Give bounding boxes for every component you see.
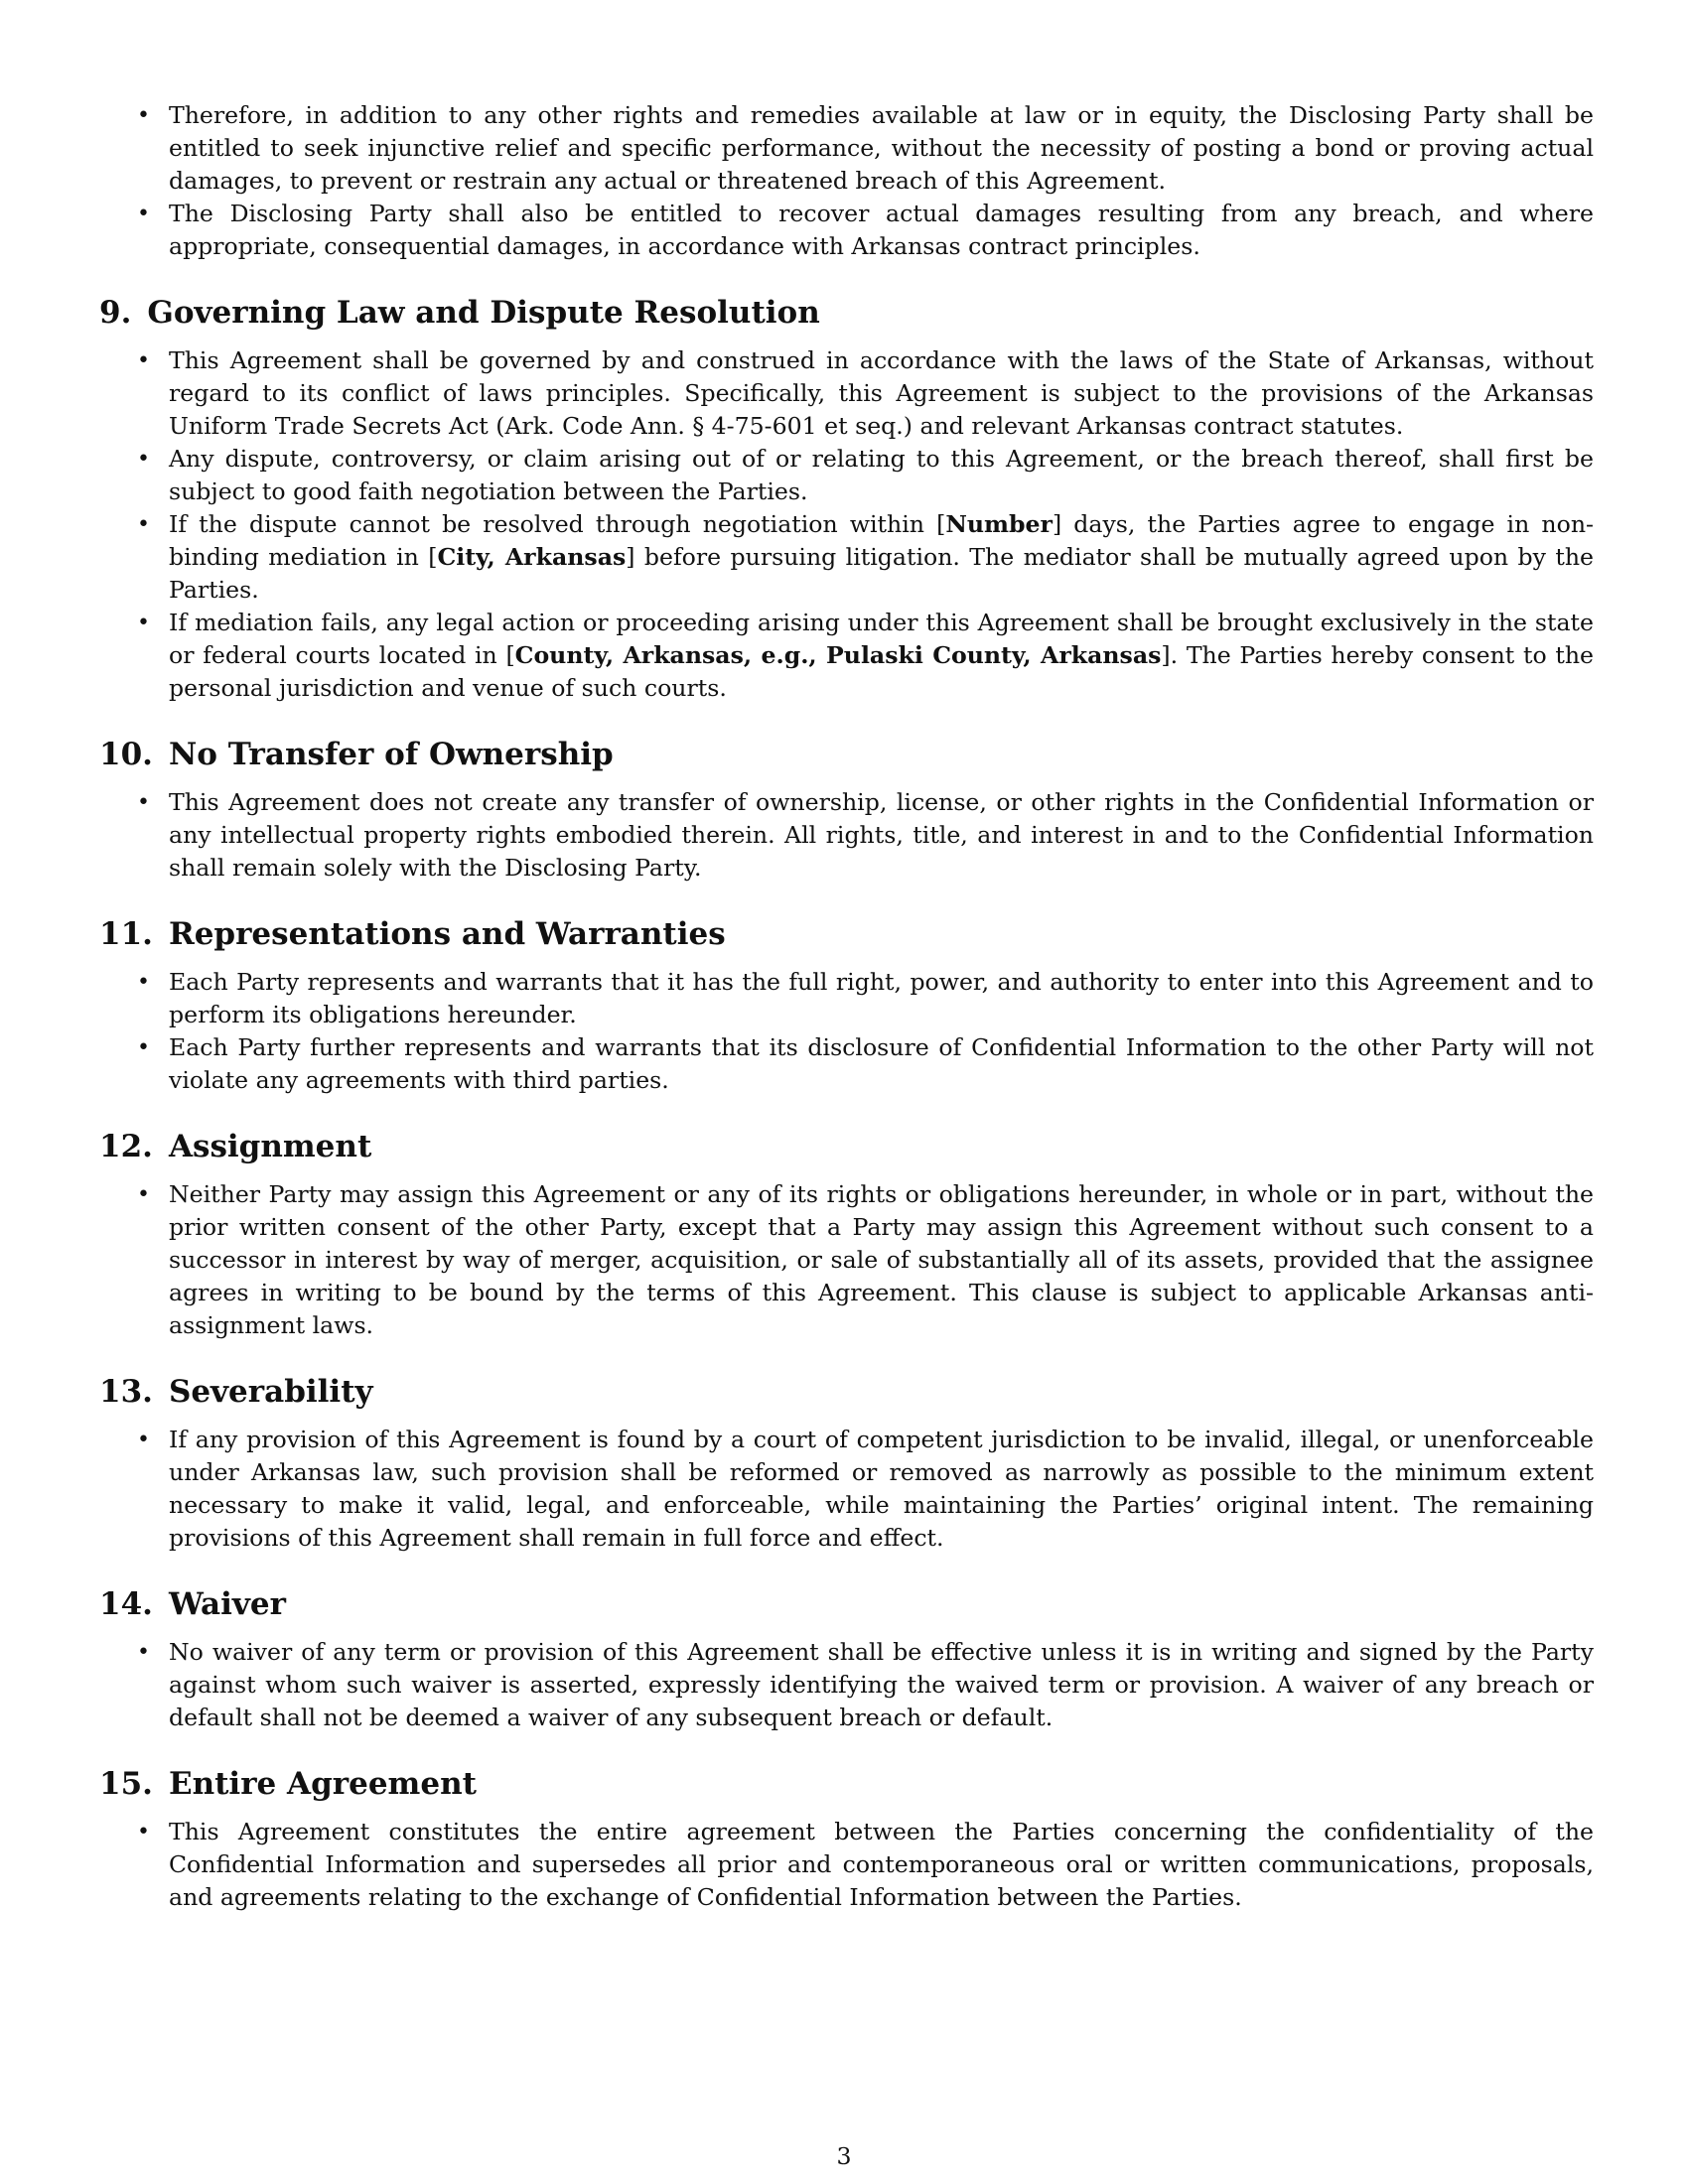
section-bullet-list — [99, 1636, 1594, 1734]
text-run: ]. The Parties hereby consent to the personal jurisdiction and venue of such courts. — [169, 641, 1595, 702]
section-bullet-list — [99, 1178, 1594, 1342]
section-heading — [99, 1372, 1594, 1412]
placeholder-county: County, Arkansas, e.g., Pulaski County, Arkansas — [514, 641, 1162, 669]
list-item: • This Agreement constitutes the entire agreement between the Parties concerning the confidentiality of the Confidential Information and supersedes all prior and contemporaneous oral or written communications, proposals, and agreements relating to the exchange of Confidential Information between the Parties. — [99, 1816, 1594, 1914]
section-9 — [99, 293, 1594, 705]
text-run: ] before pursuing litigation. The mediator shall be mutually agreed upon by the Parties. — [169, 543, 1594, 604]
section-title: No Transfer of Ownership — [168, 737, 614, 772]
list-item — [99, 607, 1594, 705]
list-item: • This Agreement shall be governed by and construed in accordance with the laws of the State of Arkansas, without regard to its conflict of laws principles. Specifically, this Agreement is subject to the provisions of the Arkansas Uniform Trade Secrets Act (Ark. Code Ann. § 4-75-601 et seq.) and relevant Arkansas contract statutes. — [99, 344, 1594, 443]
placeholder-city: City, Arkansas — [437, 543, 627, 571]
list-item: • Neither Party may assign this Agreement or any of its rights or obligations hereunder, in whole or in part, without the prior written consent of the other Party, except that a Party may assign this Agreement without such consent to a successor in interest by way of merger, acquisition, or sale of substantially all of its assets, provided that the assignee agrees in writing to be bound by the terms of this Agreement. This clause is subject to applicable Arkansas anti-assignment laws. — [99, 1178, 1594, 1342]
section-number: 12. — [99, 1129, 153, 1164]
section-heading — [99, 1584, 1594, 1624]
section-heading — [99, 914, 1594, 954]
section-number: 15. — [99, 1766, 153, 1802]
document-page — [99, 99, 1594, 1914]
section-13 — [99, 1372, 1594, 1555]
list-item: • If any provision of this Agreement is found by a court of competent jurisdiction to be invalid, illegal, or unenforceable under Arkansas law, such provision shall be reformed or removed as narrowly as possible to the minimum extent necessary to make it valid, legal, and enforceable, while maintaining the Parties’ original intent. The remaining provisions of this Agreement shall remain in full force and effect. — [99, 1424, 1594, 1555]
section-number: 14. — [99, 1586, 153, 1622]
list-item: • Therefore, in addition to any other rights and remedies available at law or in equity, the Disclosing Party shall be entitled to seek injunctive relief and specific performance, without the necessity of posting a bond or proving actual damages, to prevent or restrain any actual or threatened breach of this Agreement. — [99, 99, 1594, 198]
page-number: 3 — [836, 2142, 852, 2170]
section-10 — [99, 735, 1594, 885]
section-bullet-list — [99, 1424, 1594, 1555]
section-number: 13. — [99, 1374, 153, 1410]
section-title: Assignment — [168, 1129, 372, 1164]
section-title: Governing Law and Dispute Resolution — [147, 295, 820, 331]
placeholder-number: Number — [945, 510, 1053, 538]
section-title: Representations and Warranties — [168, 916, 726, 952]
list-item: • Each Party represents and warrants that it has the full right, power, and authority to enter into this Agreement and to perform its obligations hereunder. — [99, 966, 1594, 1031]
section-number: 11. — [99, 916, 153, 952]
section-number: 10. — [99, 737, 153, 772]
section-title: Entire Agreement — [168, 1766, 477, 1802]
text-run: If mediation fails, any legal action or proceeding arising under this Agreement shall be brought exclusively in the state or federal courts located in [ — [169, 609, 1594, 669]
text-run: ] days, the Parties agree to engage in non-binding mediation in [ — [169, 510, 1594, 571]
section-11 — [99, 914, 1594, 1097]
section-bullet-list — [99, 1816, 1594, 1914]
list-item: • The Disclosing Party shall also be entitled to recover actual damages resulting from any breach, and where appropriate, consequential damages, in accordance with Arkansas contract principles. — [99, 198, 1594, 263]
section-bullet-list — [99, 786, 1594, 885]
list-item: • Each Party further represents and warrants that its disclosure of Confidential Information to the other Party will not violate any agreements with third parties. — [99, 1031, 1594, 1097]
section-heading — [99, 1127, 1594, 1166]
section-heading — [99, 293, 1594, 333]
section-title: Waiver — [168, 1586, 286, 1622]
section-heading — [99, 1764, 1594, 1804]
section-heading — [99, 735, 1594, 774]
section-15 — [99, 1764, 1594, 1914]
text-run: If the dispute cannot be resolved through negotiation within [ — [169, 510, 946, 538]
list-item: • This Agreement does not create any transfer of ownership, license, or other rights in the Confidential Information or any intellectual property rights embodied therein. All rights, title, and interest in and to the Confidential Information shall remain solely with the Disclosing Party. — [99, 786, 1594, 885]
section-12 — [99, 1127, 1594, 1342]
list-item: • Any dispute, controversy, or claim arising out of or relating to this Agreement, or the breach thereof, shall first be subject to good faith negotiation between the Parties. — [99, 443, 1594, 508]
list-item — [99, 508, 1594, 607]
section-14 — [99, 1584, 1594, 1734]
section-bullet-list — [99, 966, 1594, 1097]
list-item: • No waiver of any term or provision of this Agreement shall be effective unless it is in writing and signed by the Party against whom such waiver is asserted, expressly identifying the waived term or provision. A waiver of any breach or default shall not be deemed a waiver of any subsequent breach or default. — [99, 1636, 1594, 1734]
section-bullet-list — [99, 344, 1594, 705]
section-title: Severability — [168, 1374, 373, 1410]
section-number: 9. — [99, 295, 132, 331]
intro-bullet-list — [99, 99, 1594, 263]
